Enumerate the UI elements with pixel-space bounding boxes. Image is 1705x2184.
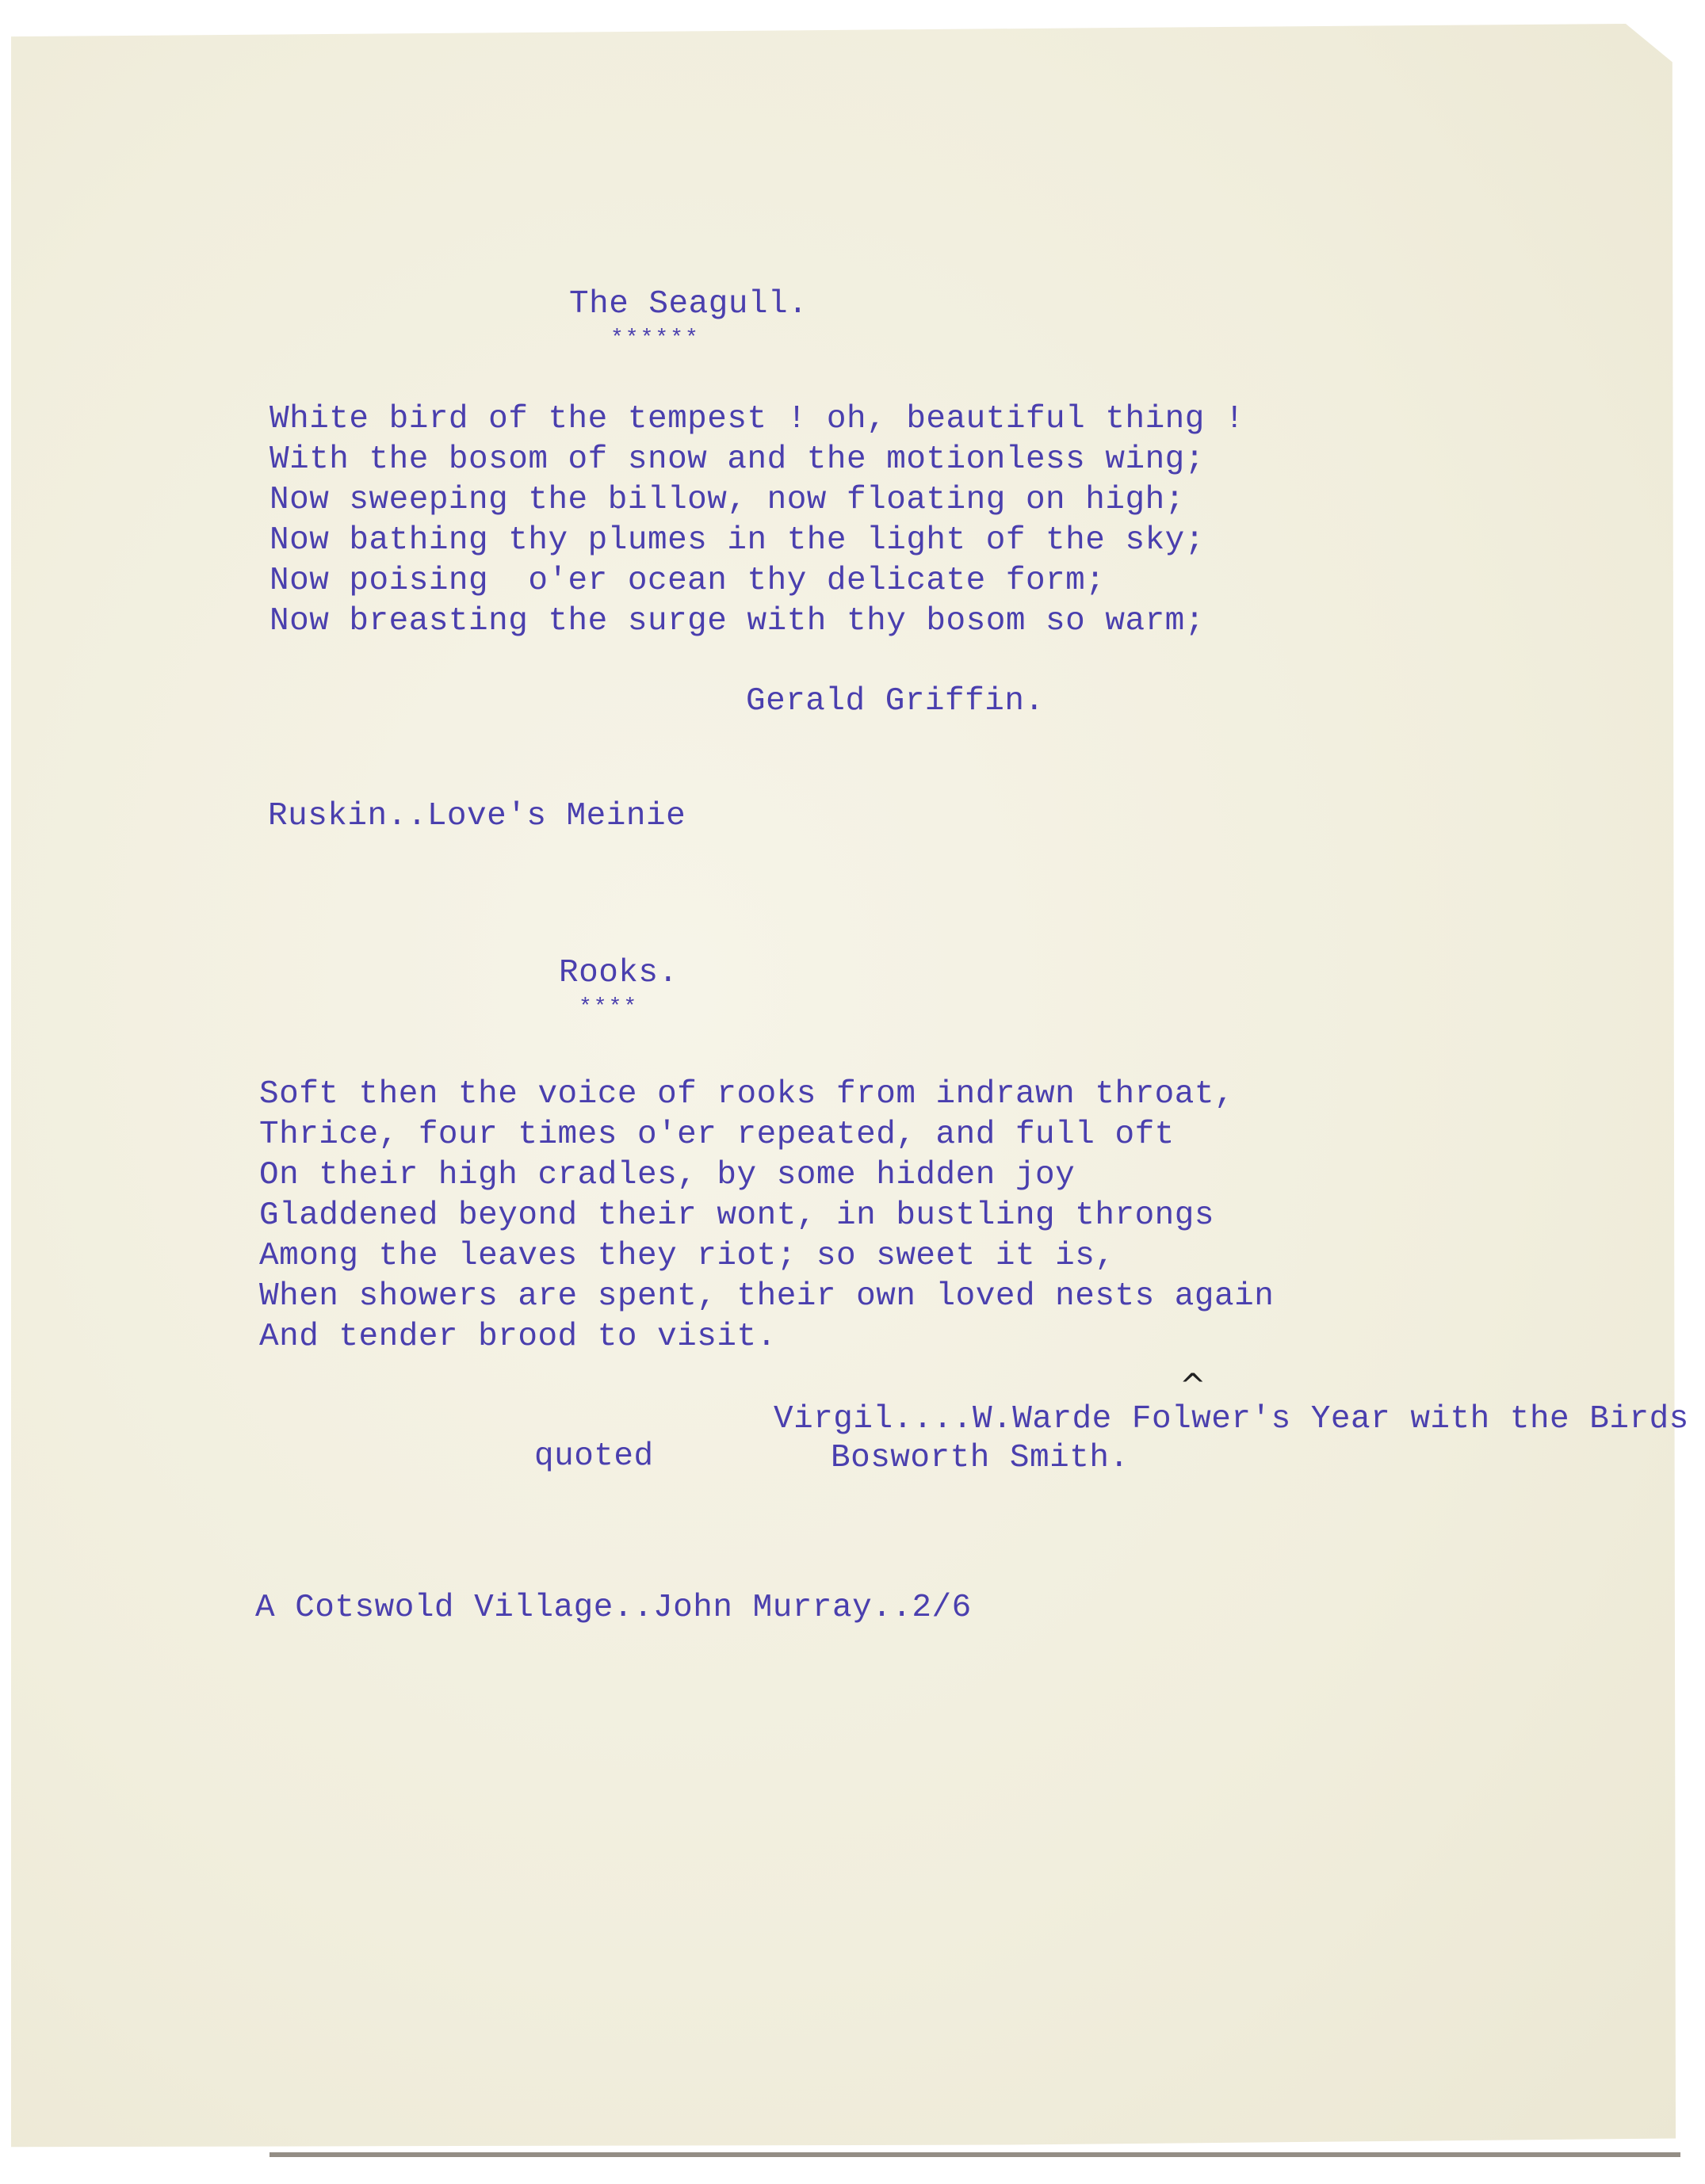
poem2-title: Rooks. (559, 955, 679, 991)
poem1-author: Gerald Griffin. (746, 683, 1045, 720)
poem1-line: Now sweeping the billow, now floating on high; (270, 482, 1185, 518)
poem2-line: On their high cradles, by some hidden joy (259, 1157, 1076, 1193)
poem1-line: With the bosom of snow and the motionless wing; (270, 441, 1205, 478)
poem2-line: Soft then the voice of rooks from indrawn throat, (259, 1076, 1235, 1113)
poem2-attribution: Virgil....W.Warde Folwer's Year with the Birds (774, 1401, 1689, 1438)
poem2-line: Among the leaves they riot; so sweet it is, (259, 1238, 1115, 1274)
quoted-label: quoted (534, 1438, 654, 1475)
poem1-line: White bird of the tempest ! oh, beautiful thing ! (270, 401, 1245, 437)
poem1-line: Now breasting the surge with thy bosom so warm; (270, 603, 1205, 640)
poem1-line: Now bathing thy plumes in the light of the sky; (270, 522, 1205, 559)
source-cotswold: A Cotswold Village..John Murray..2/6 (255, 1590, 972, 1626)
poem1-title: The Seagull. (569, 286, 809, 323)
poem2-line: And tender brood to visit. (259, 1319, 777, 1355)
poem1-ornament: ****** (610, 326, 700, 351)
source-ruskin: Ruskin..Love's Meinie (268, 798, 686, 834)
paper-edge-shadow (270, 2152, 1680, 2157)
poem2-ornament: **** (579, 995, 639, 1020)
poem2-line: Thrice, four times o'er repeated, and full oft (259, 1117, 1175, 1153)
poem2-line: Gladdened beyond their wont, in bustling throngs (259, 1197, 1214, 1234)
quoted-by: Bosworth Smith. (831, 1440, 1130, 1476)
poem2-line: When showers are spent, their own loved nests again (259, 1278, 1275, 1315)
handwritten-caret-mark: ^ (1179, 1368, 1206, 1404)
poem1-line: Now poising o'er ocean thy delicate form; (270, 563, 1106, 599)
